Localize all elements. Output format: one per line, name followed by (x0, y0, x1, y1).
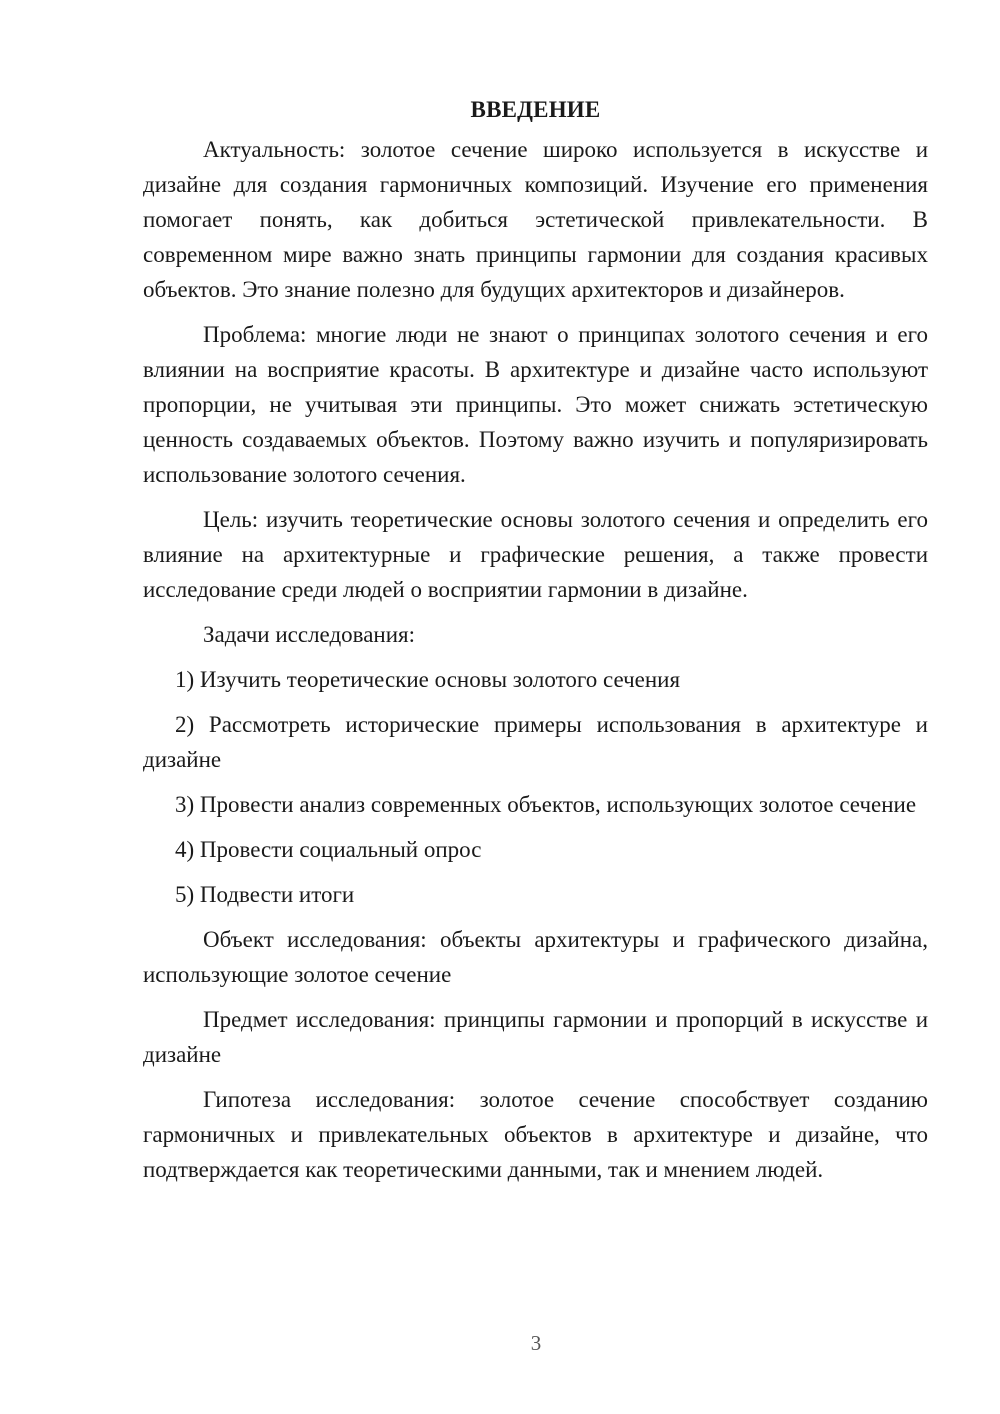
page-number: 3 (530, 1331, 542, 1355)
task-item-3: 3) Провести анализ современных объектов, использующих золотое сечение (175, 792, 917, 817)
paragraph-relevance: Актуальность: золотое сечение широко используется в искусстве и дизайне для создания гармоничных композиций. Изучение его применения помогает понять, как добиться эстетической привлекательности. В современном мире важно знать принципы гармонии для создания красивых объектов. Это знание полезно для будущих архитекторов и дизайнеров. (143, 137, 928, 302)
task-item-2: 2) Рассмотреть исторические примеры использования в архитектуре и дизайне (143, 712, 928, 772)
paragraph-subject: Предмет исследования: принципы гармонии и пропорций в искусстве и дизайне (143, 1007, 928, 1067)
paragraph-hypothesis: Гипотеза исследования: золотое сечение способствует созданию гармоничных и привлекательных объектов в архитектуре и дизайне, что подтверждается как теоретическими данными, так и мнением людей. (143, 1087, 928, 1182)
paragraph-goal: Цель: изучить теоретические основы золотого сечения и определить его влияние на архитектурные и графические решения, а также провести исследование среди людей о восприятии гармонии в дизайне. (143, 507, 928, 602)
paragraph-object: Объект исследования: объекты архитектуры и графического дизайна, использующие золотое сечение (143, 927, 928, 987)
page-title: ВВЕДЕНИЕ (470, 97, 601, 122)
task-item-5: 5) Подвести итоги (175, 882, 355, 907)
page-content (143, 92, 928, 1197)
tasks-heading: Задачи исследования: (203, 622, 416, 647)
task-item-4: 4) Провести социальный опрос (175, 837, 482, 862)
paragraph-problem: Проблема: многие люди не знают о принципах золотого сечения и его влиянии на восприятие красоты. В архитектуре и дизайне часто используют пропорции, не учитывая эти принципы. Это может снижать эстетическую ценность создаваемых объектов. Поэтому важно изучить и популяризировать использование золотого сечения. (143, 322, 928, 487)
task-item-1: 1) Изучить теоретические основы золотого сечения (175, 667, 681, 692)
